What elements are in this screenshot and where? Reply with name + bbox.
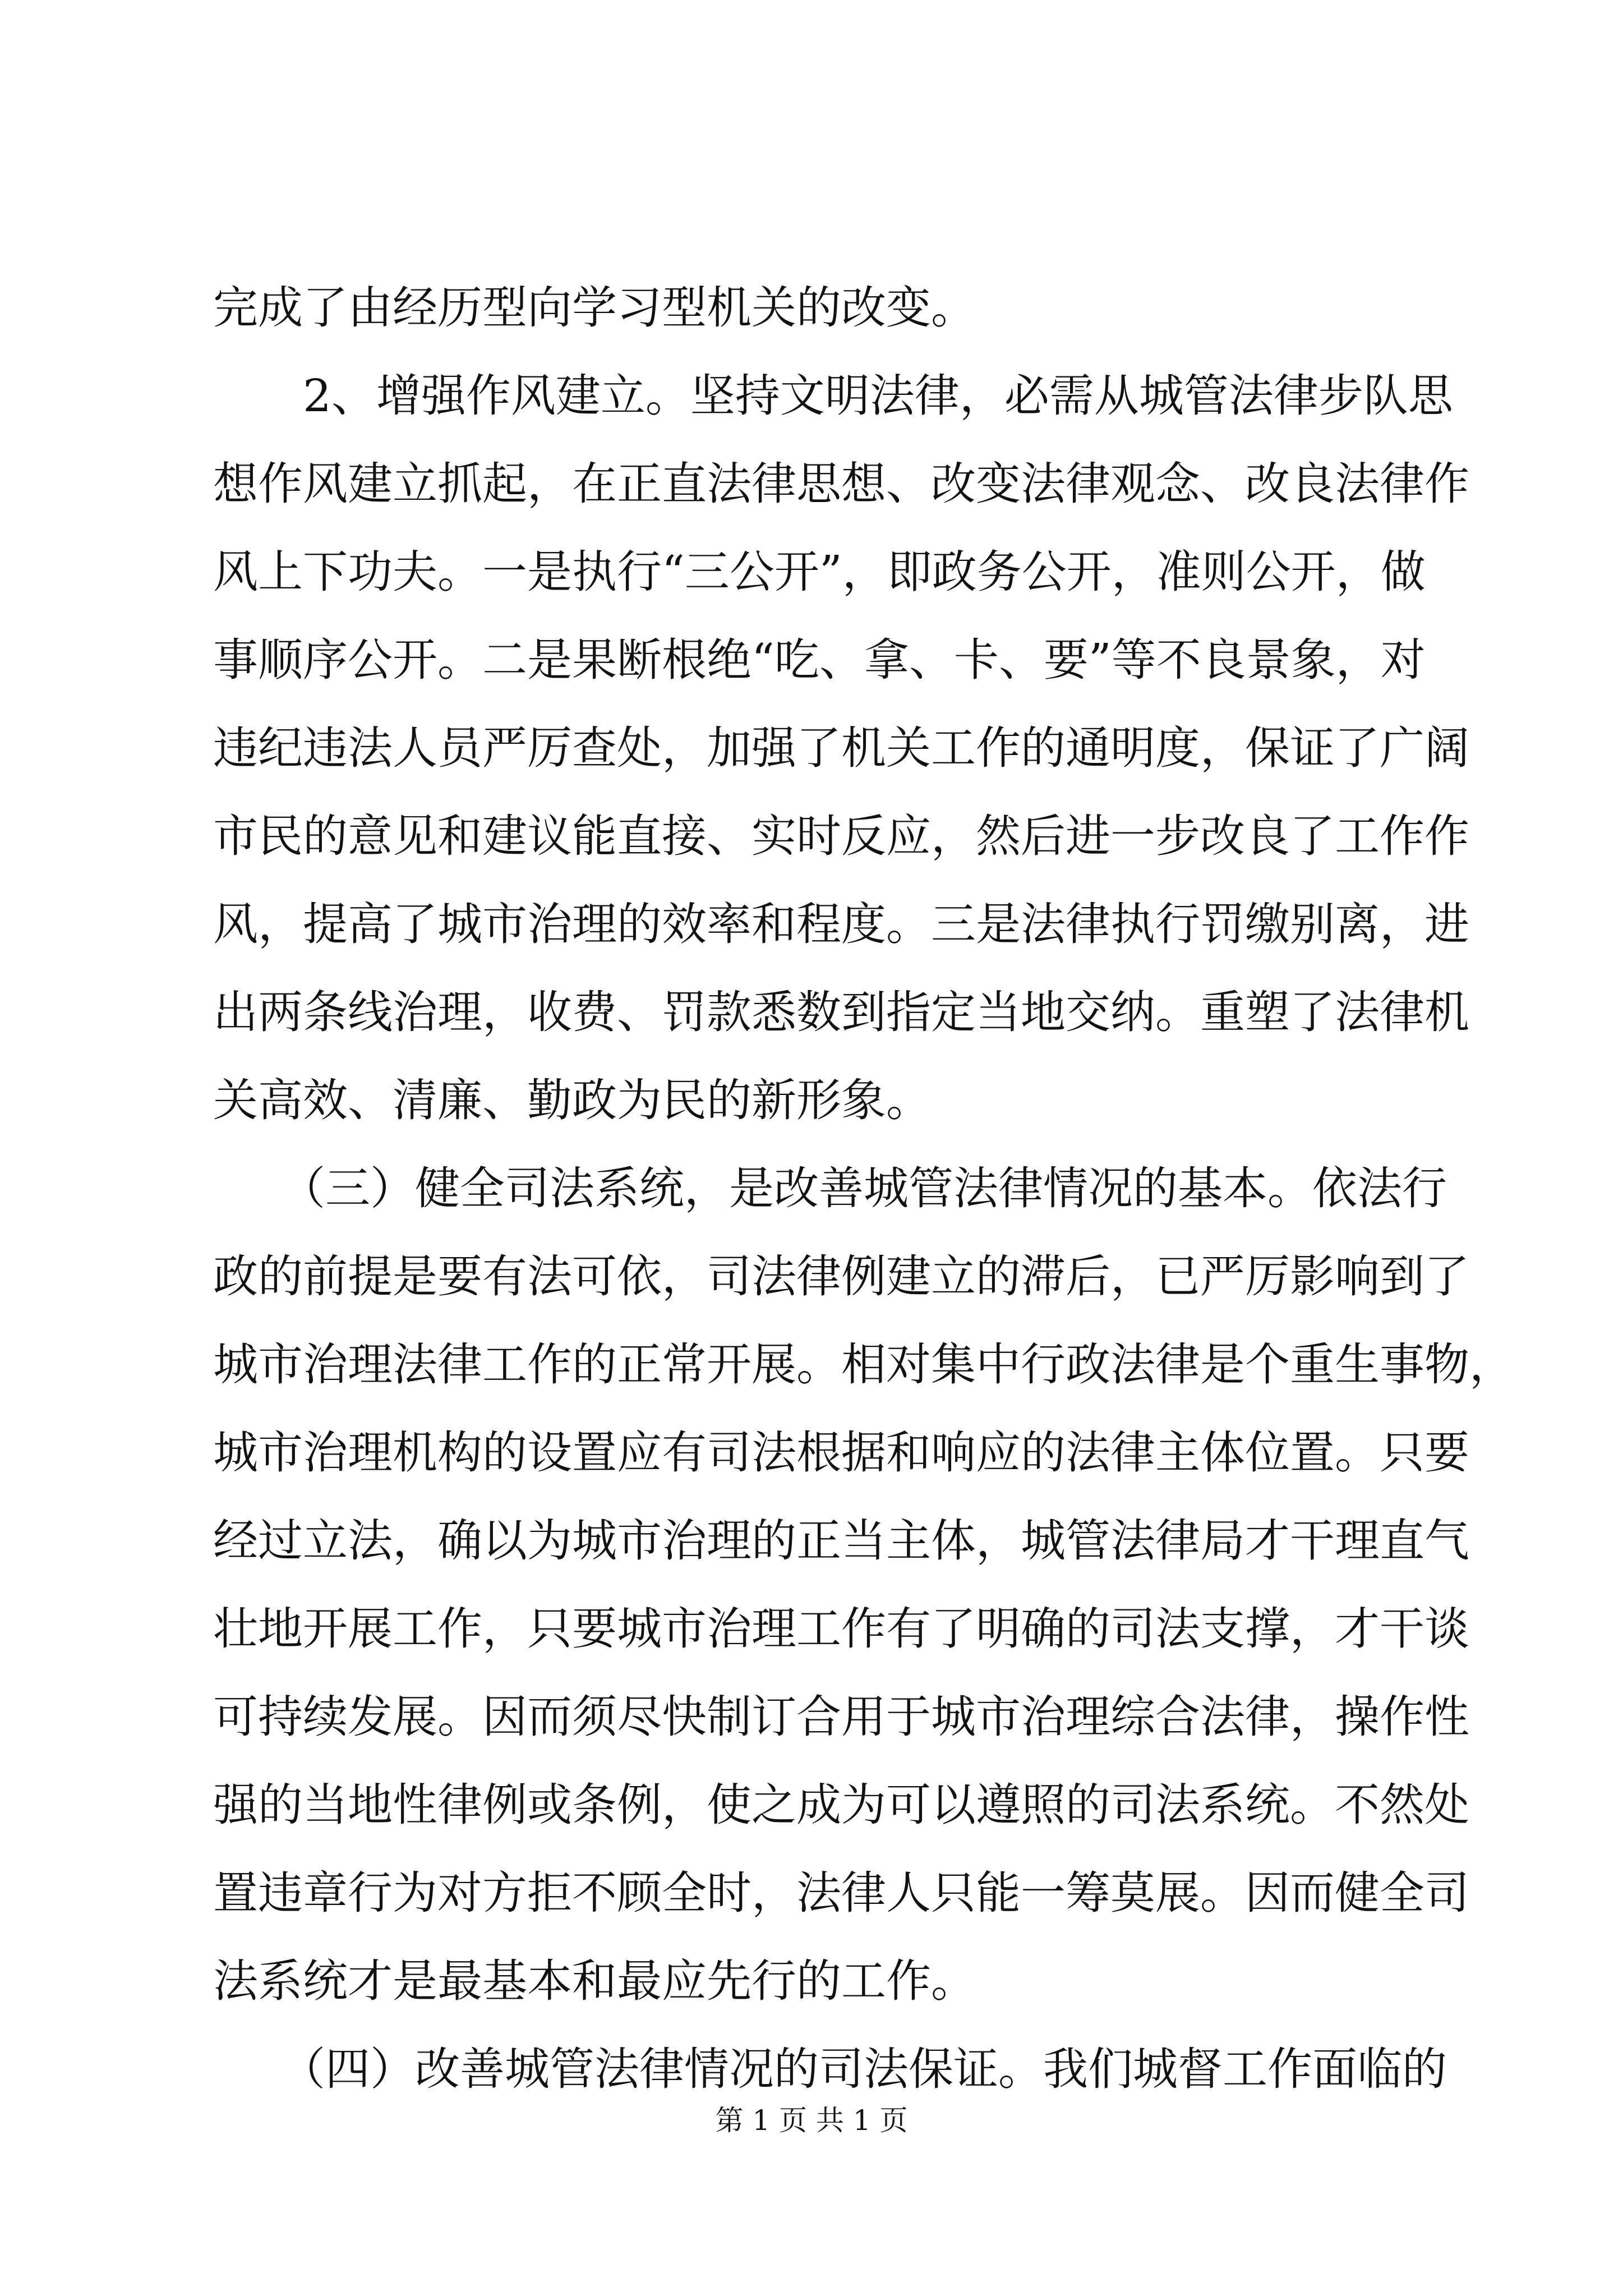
text-line: 想作风建立抓起，在正直法律思想、改变法律观念、改良法律作: [213, 458, 1469, 510]
text-line: 法系统才是最基本和最应先行的工作。: [213, 1955, 976, 2007]
text-line: 完成了由经历型向学习型机关的改变。: [213, 282, 976, 334]
text-line: 市民的意见和建议能直接、实时反应，然后进一步改良了工作作: [213, 810, 1469, 862]
text-line: 壮地开展工作，只要城市治理工作有了明确的司法支撑，才干谈: [213, 1603, 1469, 1655]
text-line: 城市治理机构的设置应有司法根据和响应的法律主体位置。只要: [213, 1427, 1469, 1479]
text-line: 可持续发展。因而须尽快制订合用于城市治理综合法律，操作性: [213, 1691, 1469, 1743]
text-line: 风上下功夫。一是执行“三公开”，即政务公开，准则公开，做: [213, 546, 1426, 598]
text-line: 违纪违法人员严厉查处，加强了机关工作的通明度，保证了广阔: [213, 722, 1469, 774]
document-body: [213, 264, 1514, 2113]
text-line: 强的当地性律例或条例，使之成为可以遵照的司法系统。不然处: [213, 1779, 1469, 1831]
text-line: （三）健全司法系统，是改善城管法律情况的基本。依法行: [213, 1162, 1447, 1214]
text-line: 事顺序公开。二是果断根绝“吃、拿、卡、要”等不良景象，对: [213, 634, 1426, 686]
page-footer: [0, 2101, 1623, 2140]
text-line: 置违章行为对方拒不顾全时，法律人只能一筹莫展。因而健全司: [213, 1867, 1469, 1919]
text-line: 出两条线治理，收费、罚款悉数到指定当地交纳。重塑了法律机: [213, 986, 1469, 1038]
text-line: 风，提高了城市治理的效率和程度。三是法律执行罚缴别离，进: [213, 898, 1469, 950]
page-number-label: 第 1 页 共 1 页: [715, 2104, 908, 2137]
text-line: 关高效、清廉、勤政为民的新形象。: [213, 1074, 931, 1126]
text-line: 经过立法，确以为城市治理的正当主体，城管法律局才干理直气: [213, 1515, 1469, 1567]
text-line: 政的前提是要有法可依，司法律例建立的滞后，已严厉影响到了: [213, 1250, 1469, 1303]
text-line: 城市治理法律工作的正常开展。相对集中行政法律是个重生事物，: [213, 1338, 1514, 1391]
text-line: 2、增强作风建立。坚持文明法律，必需从城管法律步队思: [213, 370, 1453, 422]
text-line: （四）改善城管法律情况的司法保证。我们城督工作面临的: [213, 2043, 1447, 2095]
